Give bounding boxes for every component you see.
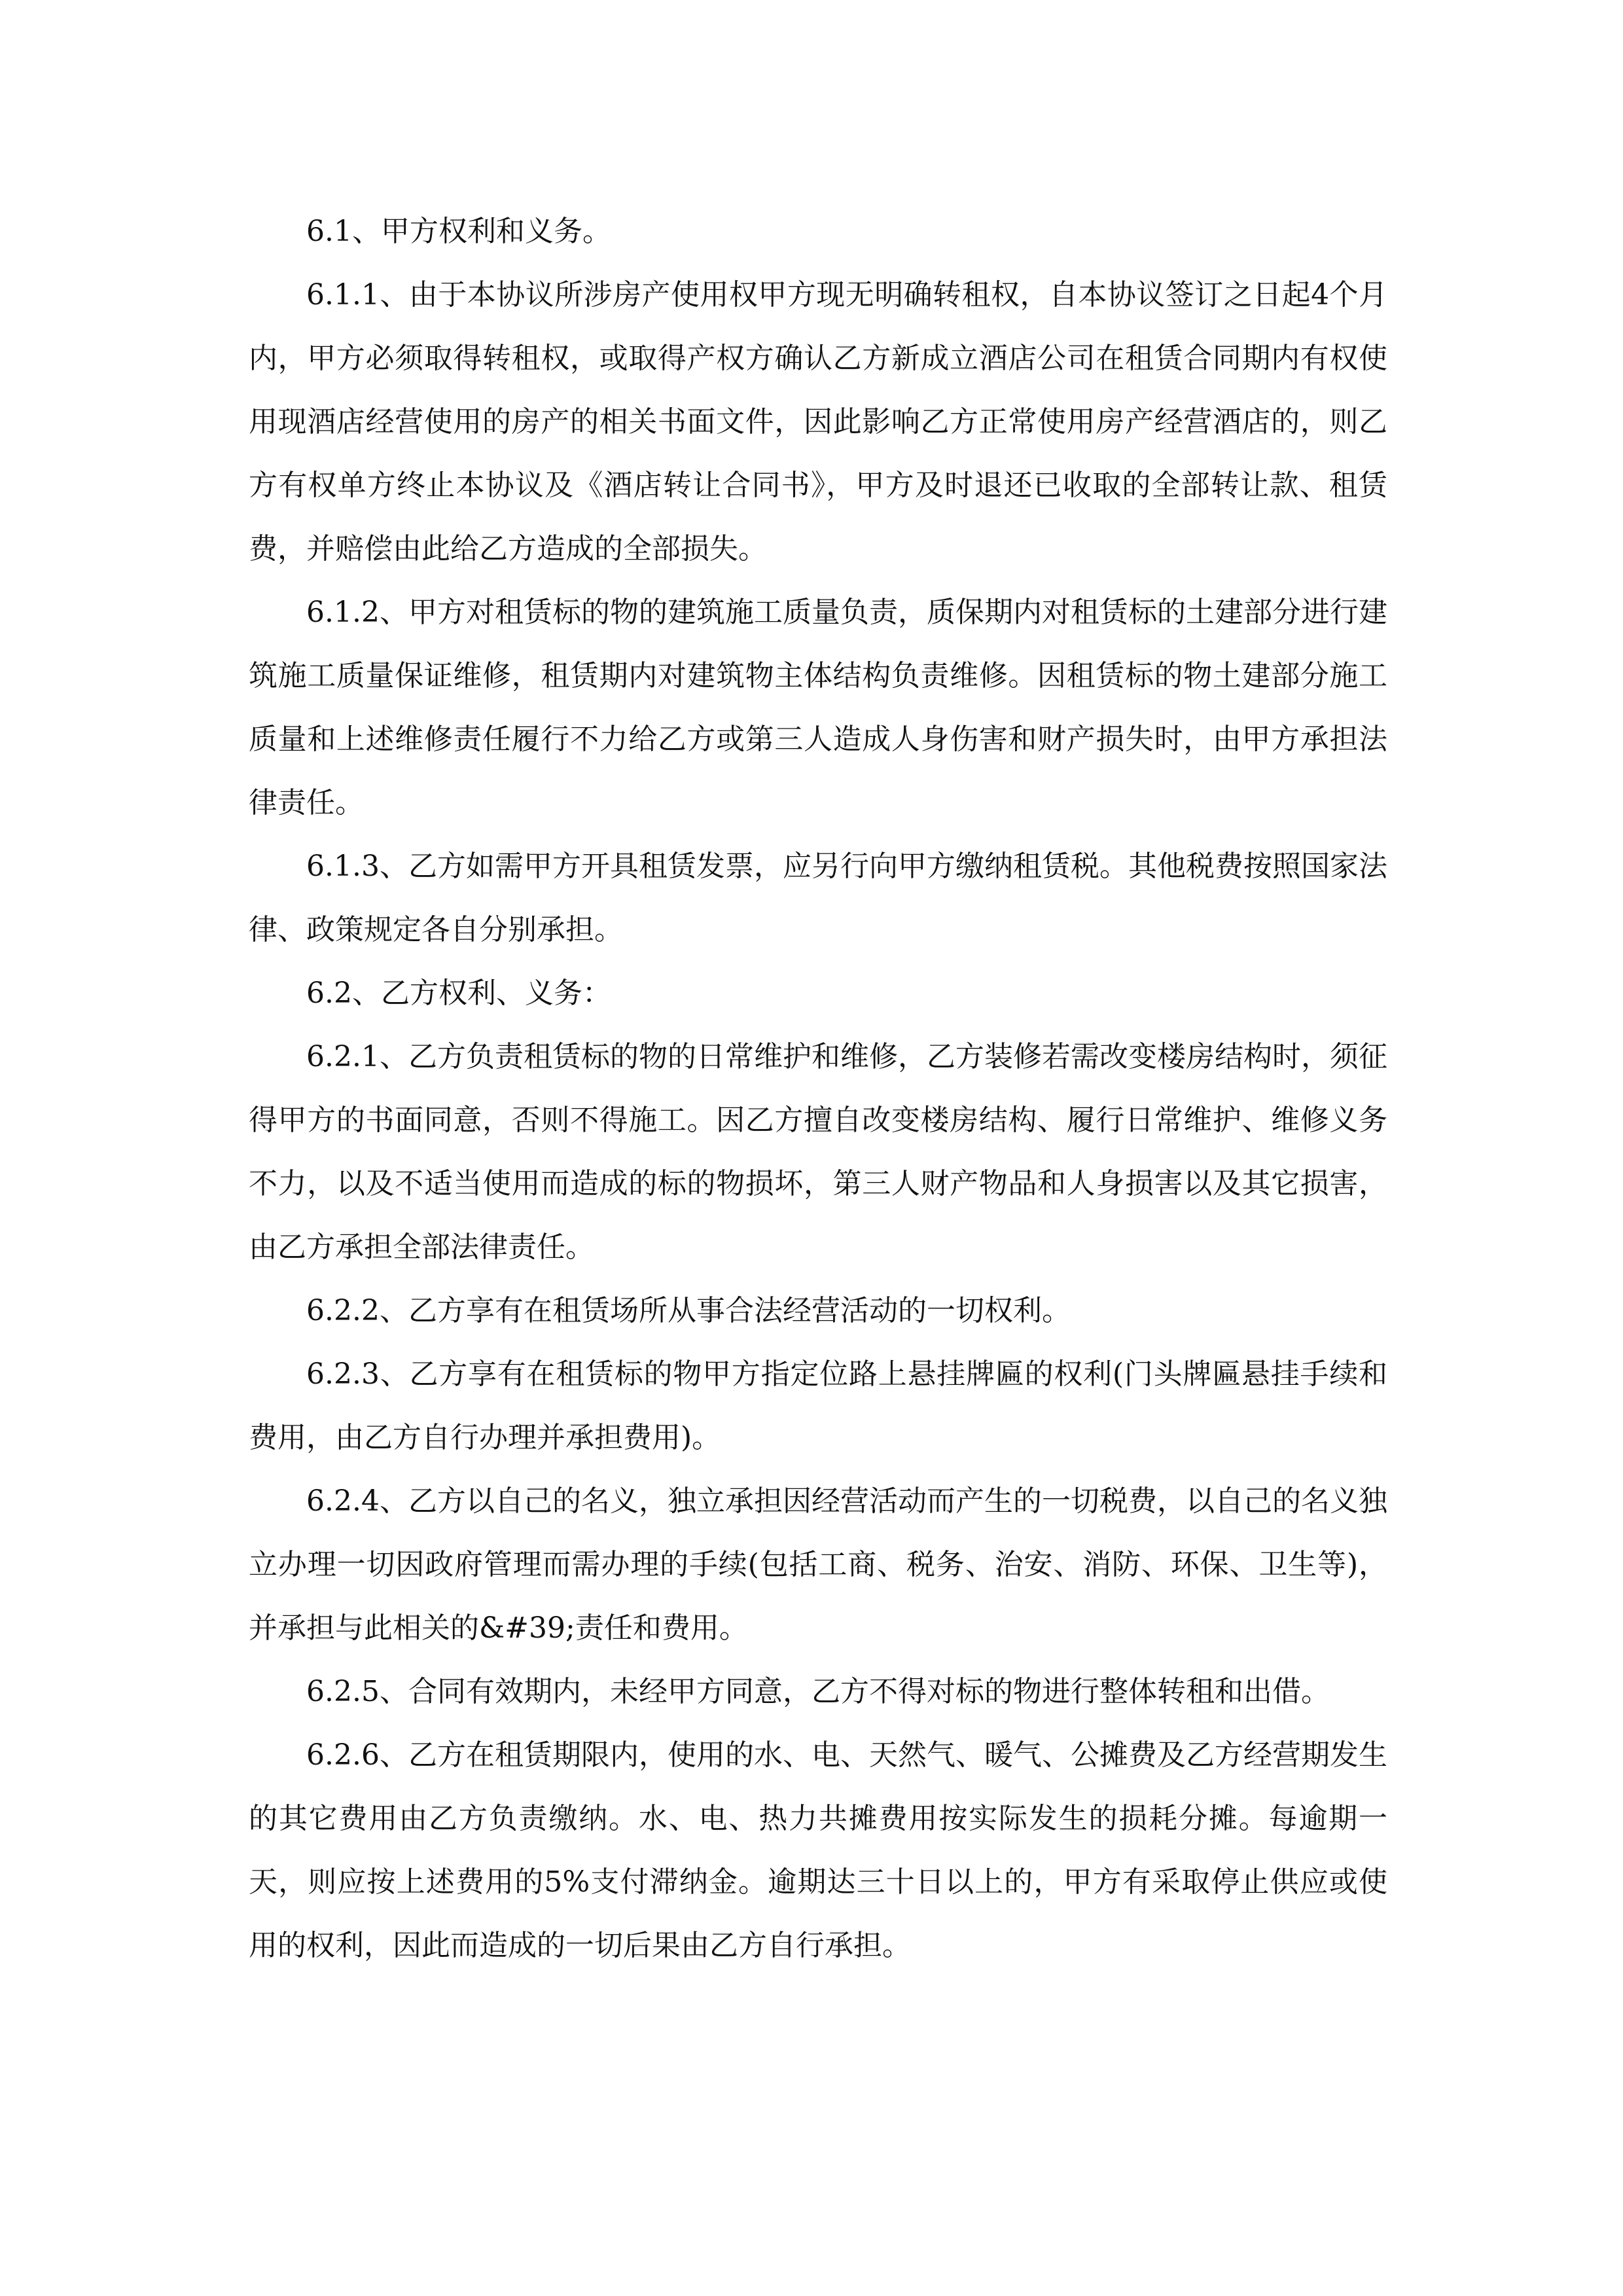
- clause-6-2-1: 6.2.1、乙方负责租赁标的物的日常维护和维修，乙方装修若需改变楼房结构时，须征得甲方的书面同意，否则不得施工。因乙方擅自改变楼房结构、履行日常维护、维修义务不力，以及不适当使用而造成的标的物损坏，第三人财产物品和人身损害以及其它损害，由乙方承担全部法律责任。: [249, 1040, 1387, 1264]
- clause-6-2-3: 6.2.3、乙方享有在租赁标的物甲方指定位路上悬挂牌匾的权利(门头牌匾悬挂手续和费用，由乙方自行办理并承担费用)。: [249, 1357, 1387, 1454]
- document-body: [249, 200, 1387, 1977]
- clause-6-2-6: 6.2.6、乙方在租赁期限内，使用的水、电、天然气、暖气、公摊费及乙方经营期发生的其它费用由乙方负责缴纳。水、电、热力共摊费用按实际发生的损耗分摊。每逾期一天，则应按上述费用的5%支付滞纳金。逾期达三十日以上的，甲方有采取停止供应或使用的权利，因此而造成的一切后果由乙方自行承担。: [249, 1738, 1387, 1962]
- clause-6-2-5: 6.2.5、合同有效期内，未经甲方同意，乙方不得对标的物进行整体转租和出借。: [306, 1675, 1330, 1708]
- clause-6-1: 6.1、甲方权利和义务。: [306, 215, 611, 248]
- clause-6-1-3: 6.1.3、乙方如需甲方开具租赁发票，应另行向甲方缴纳租赁税。其他税费按照国家法律、政策规定各自分别承担。: [249, 850, 1387, 946]
- clause-6-1-2: 6.1.2、甲方对租赁标的物的建筑施工质量负责，质保期内对租赁标的土建部分进行建筑施工质量保证维修，租赁期内对建筑物主体结构负责维修。因租赁标的物土建部分施工质量和上述维修责任履行不力给乙方或第三人造成人身伤害和财产损失时，由甲方承担法律责任。: [249, 596, 1387, 819]
- clause-6-2-4: 6.2.4、乙方以自己的名义，独立承担因经营活动而产生的一切税费，以自己的名义独立办理一切因政府管理而需办理的手续(包括工商、税务、治安、消防、环保、卫生等)，并承担与此相关的&#39;责任和费用。: [249, 1484, 1387, 1645]
- clause-6-2-2: 6.2.2、乙方享有在租赁场所从事合法经营活动的一切权利。: [306, 1294, 1071, 1327]
- clause-6-1-1: 6.1.1、由于本协议所涉房产使用权甲方现无明确转租权，自本协议签订之日起4个月内，甲方必须取得转租权，或取得产权方确认乙方新成立酒店公司在租赁合同期内有权使用现酒店经营使用的房产的相关书面文件，因此影响乙方正常使用房产经营酒店的，则乙方有权单方终止本协议及《酒店转让合同书》，甲方及时退还已收取的全部转让款、租赁费，并赔偿由此给乙方造成的全部损失。: [249, 278, 1387, 565]
- clause-6-2: 6.2、乙方权利、义务：: [306, 977, 611, 1010]
